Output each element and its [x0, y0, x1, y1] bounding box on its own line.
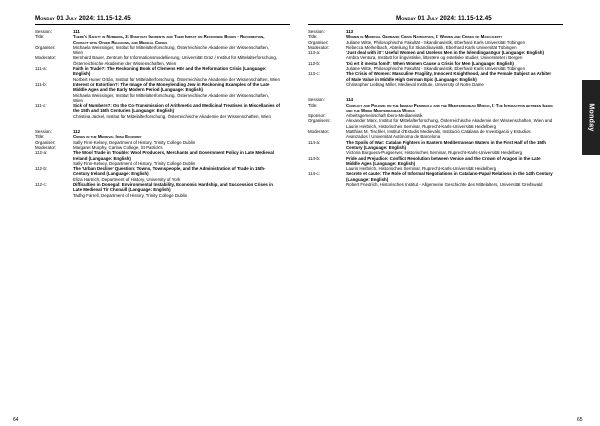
- row-label: 113-a:: [308, 50, 321, 56]
- page-number: 65: [577, 417, 583, 423]
- row-label: 112-c:: [35, 182, 47, 188]
- row-label: Organiser:: [35, 44, 56, 50]
- row-label: Title:: [308, 102, 318, 108]
- row-label: Session:: [308, 29, 325, 34]
- row-label: Moderator:: [308, 129, 330, 135]
- row-value: Ambra Ventura, Institutt for lingvistiske, litterære og estetiske studier, Universitetet i Bergen: [346, 55, 523, 61]
- session-row: [35, 150, 280, 161]
- row-value: Laurin Herbrich, Historisches Seminar, Ruprecht-Karls-Universität Heidelberg: [346, 166, 497, 172]
- session-row: [308, 118, 553, 129]
- row-label: [308, 182, 346, 187]
- row-label: [308, 82, 346, 87]
- row-label: 114-c:: [308, 171, 320, 177]
- row-value: Michaela Weissinger, Institut für Mittelalterforschung, Österreichische Akademie der Wissenschaften, Wien: [73, 44, 269, 56]
- row-value: Margaret Murphy, Carlow College, St Patrick's: [73, 144, 163, 150]
- session-row: [308, 103, 553, 114]
- session-row: [308, 71, 553, 82]
- session-row: [308, 171, 553, 182]
- page-header: Monday 01 July 2024: 11.15-12.45: [396, 15, 492, 22]
- row-value: The 'Urban Decline' Question: Towns, Townspeople, and the Administration of Trade in 15th-Century Ireland (Language: English): [73, 166, 266, 177]
- row-label: 114-a:: [308, 139, 321, 145]
- row-value: Sally Finn-Kelsey, Department of History, Trinity College Dublin: [73, 160, 196, 166]
- day-tab-label: Monday: [587, 103, 595, 132]
- row-label: Moderator:: [35, 144, 57, 150]
- row-value: Juliane Witte, Philosophische Fakultät - Skandinavistik, Eberhard Karls Universität Tübingen: [346, 66, 526, 72]
- row-label: 112-a:: [35, 150, 48, 156]
- row-value: Sally Finn-Kelsey, Department of History, Trinity College Dublin: [73, 139, 196, 145]
- row-label: Session:: [308, 97, 325, 103]
- row-label: [35, 193, 73, 198]
- row-value: The Crisis of Women: Masculine Fragility, Innocent Knighthood, and the Female Subject as Arbiter of Male Value in Middle High German Epic (Language: English): [346, 71, 552, 82]
- session-row: [308, 156, 553, 167]
- session-row: [308, 129, 553, 140]
- row-value: Bernhard Bauer, Zentrum für Informationsmodellierung, Universität Graz / Institut für Mittelalterforschung, Österreichische Akademie der Wissenschaften, Wien: [73, 55, 278, 66]
- row-label: [35, 93, 73, 104]
- row-label: 113-b:: [308, 60, 321, 66]
- row-label: Title:: [35, 134, 45, 140]
- row-label: 111-c:: [35, 103, 47, 109]
- row-value: Arbeitsgemeinschaft Ibero-Mediaevistik: [346, 113, 423, 119]
- row-value: Sick of Numbers?: On the Co-Transmission of Arithmetic and Medicinal Treatises in Miscellanies of the 15th and 16th Centuries (Language: English): [73, 103, 280, 114]
- session-row: [35, 114, 280, 119]
- row-value: The Wool Trade in Trouble: Wool Producers, Merchants and Government Policy in Late Medieval Ireland (Language: English): [73, 150, 274, 161]
- sessions-column: [35, 29, 280, 208]
- row-value: Interest or Extortion?: The Image of the Moneylending Jew in Reckoning Examples of the Late Middle Ages and the Early Modern Period (Language: English): [73, 81, 270, 93]
- row-label: Session:: [35, 129, 52, 135]
- session-row: [35, 166, 280, 177]
- session-block: [308, 29, 553, 87]
- row-label: Sponsor:: [308, 113, 326, 119]
- row-label: 111-b:: [35, 81, 47, 87]
- session-row: [35, 103, 280, 114]
- row-label: [35, 114, 73, 119]
- row-value: Faith in Trade?: The Reckoning Book of Clemens Hör and the Reformation Crisis (Language: English): [73, 66, 267, 77]
- row-value: Conflict and Polemic on the Iberian Peninsula and the Mediterranean World, I: The Interaction between Iberia and the Wider Mediterranean World: [346, 102, 553, 113]
- row-value: Victoria Burguera-Puigserver, Historisches Seminar, Ruprecht-Karls-Universität Heidelberg: [346, 150, 523, 156]
- session-row: [308, 140, 553, 151]
- session-row: [35, 34, 280, 45]
- row-value: Matthias M. Tischler, Institut d'Estudis Medievals, Institució Catalana de Investigació y Estudios Avanzados / Universitat Autònoma de Barcelona: [346, 129, 531, 140]
- row-value: Alexander Marx, Institut für Mittelalterforschung, Österreichische Akademie der Wissenschaften, Wien and Laurin Herbrich, Historisches Seminar, Ruprecht-Karls-Universität Heidelberg: [346, 118, 553, 129]
- row-value: The Spoils of War: Catalan Fighters in Eastern Mediterranean Waters in the First Half of the 15th Century (Language: English): [346, 139, 546, 150]
- sessions-column: [308, 29, 553, 197]
- row-value: Difficulties in Donegal: Environmental Instability, Economic Hardship, and Succession Crises in Late Medieval Tír Chonaill (Language: English): [73, 182, 273, 193]
- row-value: Christopher Liebtag Miller, Medieval Institute, University of Notre Dame: [346, 81, 484, 87]
- row-label: Title:: [308, 34, 318, 40]
- row-value: Christina Jackel, Institut für Mittelalterforschung, Österreichische Akademie der Wissenschaften, Wien: [73, 113, 271, 119]
- row-label: Session:: [35, 29, 52, 34]
- row-value: There's Safety in Numbers, 3: Everyday Incidents and Their Impact on Reckoning Books - Reformation, Contact with Other Religions, and Medical Crises: [73, 34, 265, 45]
- header-rule: [308, 24, 563, 25]
- session-row: [35, 82, 280, 93]
- session-row: [35, 182, 280, 193]
- page-header: Monday 01 July 2024: 11.15-12.45: [35, 15, 131, 22]
- row-label: Organisers:: [308, 118, 331, 124]
- session-block: [35, 29, 280, 119]
- row-value: Pride and Prejudice: Conflict Resolution between Venice and the Crown of Aragon in the Late Middle Ages (Language: English): [346, 155, 541, 166]
- session-row: [35, 45, 280, 56]
- day-tab: [582, 80, 600, 155]
- row-label: 112-b:: [35, 166, 48, 172]
- header-rule: [35, 24, 290, 25]
- session-block: [308, 97, 553, 187]
- row-label: Moderator:: [35, 55, 57, 61]
- row-value: Robert Friedrich, Historisches Institut - Allgemeine Geschichte des Mittelalters, Universität Greifswald: [346, 182, 543, 188]
- session-row: [35, 93, 280, 104]
- row-label: Moderator:: [308, 44, 330, 50]
- row-value: 'Just deal with it!': Useful Women and Useless Men in the Íslendingasögur (Language: English): [346, 50, 544, 56]
- row-label: Title:: [35, 34, 45, 40]
- row-label: 113-c:: [308, 71, 320, 77]
- row-label: 114-b:: [308, 155, 321, 161]
- session-block: [35, 129, 280, 198]
- session-row: [308, 82, 553, 87]
- row-value: 111: [73, 29, 80, 34]
- row-label: Organiser:: [35, 139, 56, 145]
- row-value: 113: [346, 29, 354, 34]
- row-value: Crises in the Medieval Irish Economy: [73, 134, 142, 140]
- row-value: Michaela Weissinger, Institut für Mittelalterforschung, Österreichische Akademie der Wissenschaften, Wien: [73, 92, 269, 103]
- right-page: [300, 0, 600, 426]
- row-value: 114: [346, 97, 354, 103]
- session-row: [308, 182, 553, 187]
- row-value: Tadhg Farrell, Department of History, Trinity College Dublin: [73, 192, 188, 198]
- row-value: Secrete et caute: The Role of Informal Negotiations in Catalano-Papal Relations in the 14th Century (Language: English): [346, 171, 553, 182]
- row-label: Organiser:: [308, 39, 329, 45]
- page-number: 64: [13, 417, 19, 423]
- row-value: 'Þú ert it mesta fomð': When Women Cause a Crisis for Men (Language: English): [346, 60, 514, 66]
- session-row: [35, 55, 280, 66]
- row-value: 112: [73, 129, 81, 135]
- row-value: Eliza Hartrich, Department of History, University of York: [73, 176, 181, 182]
- row-label: 111-a:: [35, 66, 47, 72]
- row-value: Rebecca Merkelbach, Abteilung für Skandinavistik, Eberhard Karls Universität Tübingen: [346, 44, 517, 50]
- row-value: Women in Medieval Germanic Crisis Narratives, I: Women and Crises of Masculinity: [346, 34, 503, 40]
- row-value: Juliane Witte, Philosophische Fakultät - Skandinavistik, Eberhard Karls Universität Tübingen: [346, 39, 526, 45]
- row-value: Norbert Huner Ortán, Institut für Mittelalterforschung, Österreichische Akademie der Wissenschaften, Wien: [73, 76, 280, 82]
- session-row: [35, 66, 280, 77]
- session-row: [35, 193, 280, 198]
